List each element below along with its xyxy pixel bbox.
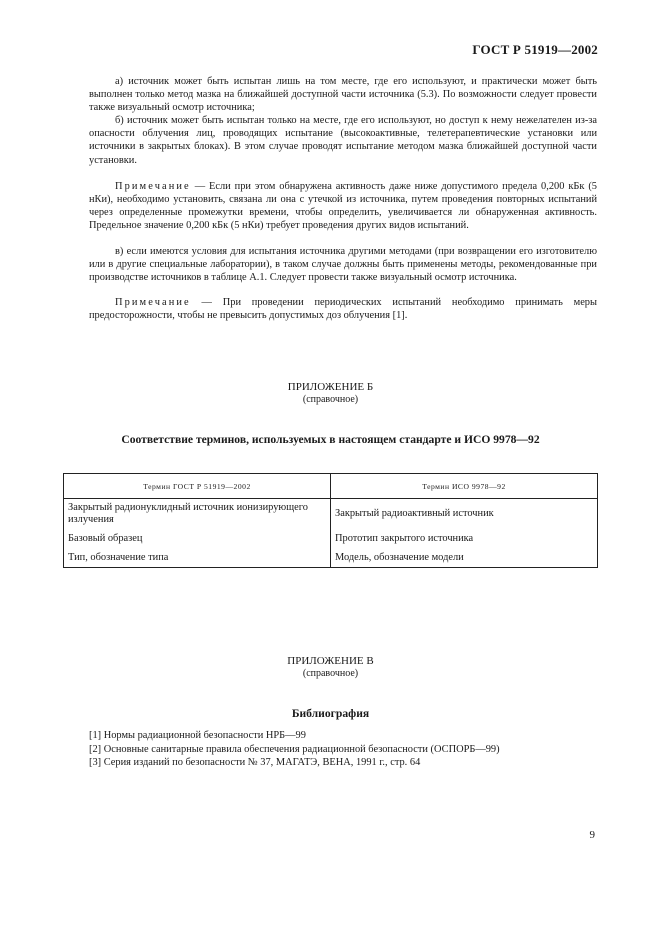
bibliography-item: [3] Серия изданий по безопасности № 37, МАГАТЭ, ВЕНА, 1991 г., стр. 64: [89, 757, 421, 768]
paragraph-c: в) если имеются условия для испытания источника другими методами (при возвращении его изготовителю или в другие специальные лаборатории), в таком случае должны быть применены методы, рекомендованные при производстве источников в таблице А.1. Следует провести также визуальный осмотр источника.: [89, 246, 597, 284]
appendix-v-subtitle: (справочное): [302, 668, 359, 679]
body-text: [89, 75, 597, 323]
table-cell: Прототип закрытого источника: [331, 529, 598, 548]
terms-table: [63, 473, 598, 568]
bibliography-item: [2] Основные санитарные правила обеспечения радиационной безопасности (ОСПОРБ—99): [89, 743, 500, 755]
appendix-v-title: ПРИЛОЖЕНИЕ В: [287, 655, 374, 667]
table-cell: Базовый образец: [64, 529, 331, 548]
bibliography-item: [1] Нормы радиационной безопасности НРБ—99: [89, 730, 306, 741]
bibliography-heading: Библиография: [291, 707, 370, 720]
table-row: [64, 499, 598, 530]
paragraph-b: б) источник может быть испытан только на месте, где его используют, но доступ к нему нежелателен из-за опасности облучения лиц, проводящих испытание (высокоактивные, телетерапевтические установки или источники в закрытых блоках). В этом случае проводят испытание методом мазка ближайшей доступной части установки.: [89, 115, 597, 166]
bibliography-list: [89, 729, 609, 770]
appendix-b-subtitle: (справочное): [302, 394, 359, 405]
paragraph-a: а) источник может быть испытан лишь на том месте, где его используют, и практически может быть выполнен только метод мазка на ближайшей доступной части источника (5.3). По возможности следует провести также визуальный осмотр источника;: [89, 76, 597, 114]
table-header-iso: Термин ИСО 9978—92: [331, 474, 598, 499]
note-1: [89, 180, 597, 232]
note-2: [89, 296, 597, 322]
table-cell: Тип, обозначение типа: [64, 548, 331, 568]
table-header-row: [64, 474, 598, 499]
table-title: Соответствие терминов, используемых в настоящем стандарте и ИСО 9978—92: [121, 433, 540, 446]
table-row: [64, 529, 598, 548]
note-1-label: Примечание: [115, 180, 191, 192]
table-cell: Модель, обозначение модели: [331, 548, 598, 568]
table-cell: Закрытый радионуклидный источник ионизирующего излучения: [64, 499, 331, 530]
page-number: 9: [589, 829, 595, 841]
table-header-gost: Термин ГОСТ Р 51919—2002: [64, 474, 331, 499]
appendix-b-title: ПРИЛОЖЕНИЕ Б: [287, 381, 374, 393]
standard-header: ГОСТ Р 51919—2002: [472, 42, 598, 57]
note-1-text: — Если при этом обнаружена активность даже ниже допустимого предела 0,200 кБк (5 нКи), необходимо установить, связана ли она с утечкой из источника, путем проведения повторных испытаний через определенные промежутки времени, чтобы определить, увеличивается ли обнаруженная активность. Предельное значение 0,200 кБк (5 нКи) требует проведения других видов испытаний.: [89, 180, 597, 231]
note-2-text: — При проведении периодических испытаний необходимо принимать меры предосторожности, чтобы не превысить допустимых доз облучения [1].: [89, 297, 597, 322]
note-2-label: Примечание: [115, 297, 191, 309]
table-row: [64, 548, 598, 568]
table-cell: Закрытый радиоактивный источник: [331, 499, 598, 530]
